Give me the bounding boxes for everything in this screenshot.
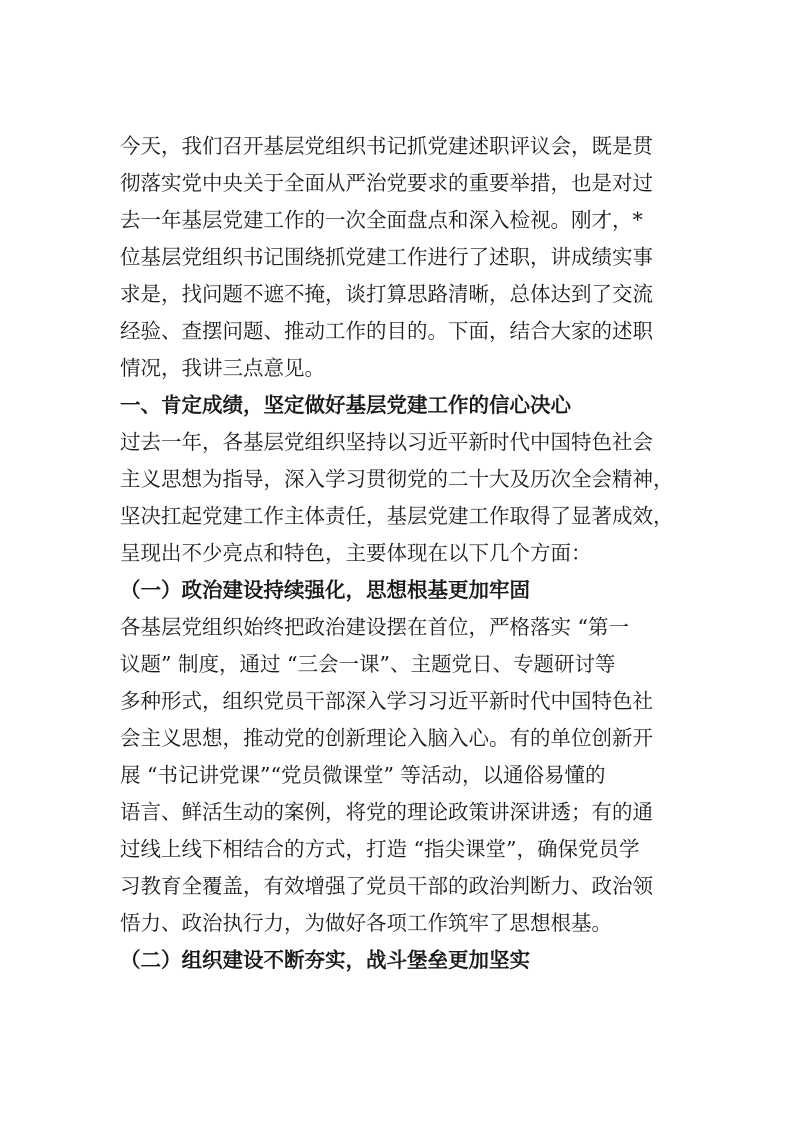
- body-text-line: 呈现出不少亮点和特色，主要体现在以下几个方面：: [120, 541, 592, 565]
- body-text-line: 各基层党组织始终把政治建设摆在首位，严格落实 “第一: [120, 615, 629, 639]
- body-text-line: 展 “书记讲党课”“党员微课堂” 等活动，以通俗易懂的: [120, 763, 606, 787]
- body-text-line: 今天，我们召开基层党组织书记抓党建述职评议会，既是贯: [120, 134, 653, 158]
- body-text-line: 习教育全覆盖，有效增强了党员干部的政治判断力、政治领: [120, 874, 653, 898]
- body-text-line: 主义思想为指导，深入学习贯彻党的二十大及历次全会精神，: [120, 467, 674, 491]
- body-text-line: 议题” 制度，通过 “三会一课”、主题党日、专题研讨等: [120, 652, 616, 676]
- subsection-heading: （一）政治建设持续强化，思想根基更加牢固: [120, 578, 530, 602]
- body-text-line: 求是，找问题不遮不掩，谈打算思路清晰，总体达到了交流: [120, 282, 653, 306]
- body-text-line: 位基层党组织书记围绕抓党建工作进行了述职，讲成绩实事: [120, 245, 653, 269]
- body-text-line: 过线上线下相结合的方式，打造 “指尖课堂”，确保党员学: [120, 837, 640, 861]
- body-text-line: 语言、鲜活生动的案例，将党的理论政策讲深讲透；有的通: [120, 800, 653, 824]
- body-text-line: 过去一年，各基层党组织坚持以习近平新时代中国特色社会: [120, 430, 653, 454]
- body-text-line: 坚决扛起党建工作主体责任，基层党建工作取得了显著成效，: [120, 504, 674, 528]
- subsection-heading: （二）组织建设不断夯实，战斗堡垒更加坚实: [120, 948, 530, 972]
- body-text-line: 悟力、政治执行力，为做好各项工作筑牢了思想根基。: [120, 911, 612, 935]
- body-text-line: 情况，我讲三点意见。: [120, 356, 325, 380]
- section-heading: 一、肯定成绩，坚定做好基层党建工作的信心决心: [120, 393, 571, 417]
- body-text-line: 经验、查摆问题、推动工作的目的。下面，结合大家的述职: [120, 319, 653, 343]
- body-text-line: 会主义思想，推动党的创新理论入脑入心。有的单位创新开: [120, 726, 653, 750]
- body-text-line: 彻落实党中央关于全面从严治党要求的重要举措，也是对过: [120, 171, 653, 195]
- body-text-line: 去一年基层党建工作的一次全面盘点和深入检视。刚才，*: [120, 208, 643, 232]
- body-text-line: 多种形式，组织党员干部深入学习习近平新时代中国特色社: [120, 689, 653, 713]
